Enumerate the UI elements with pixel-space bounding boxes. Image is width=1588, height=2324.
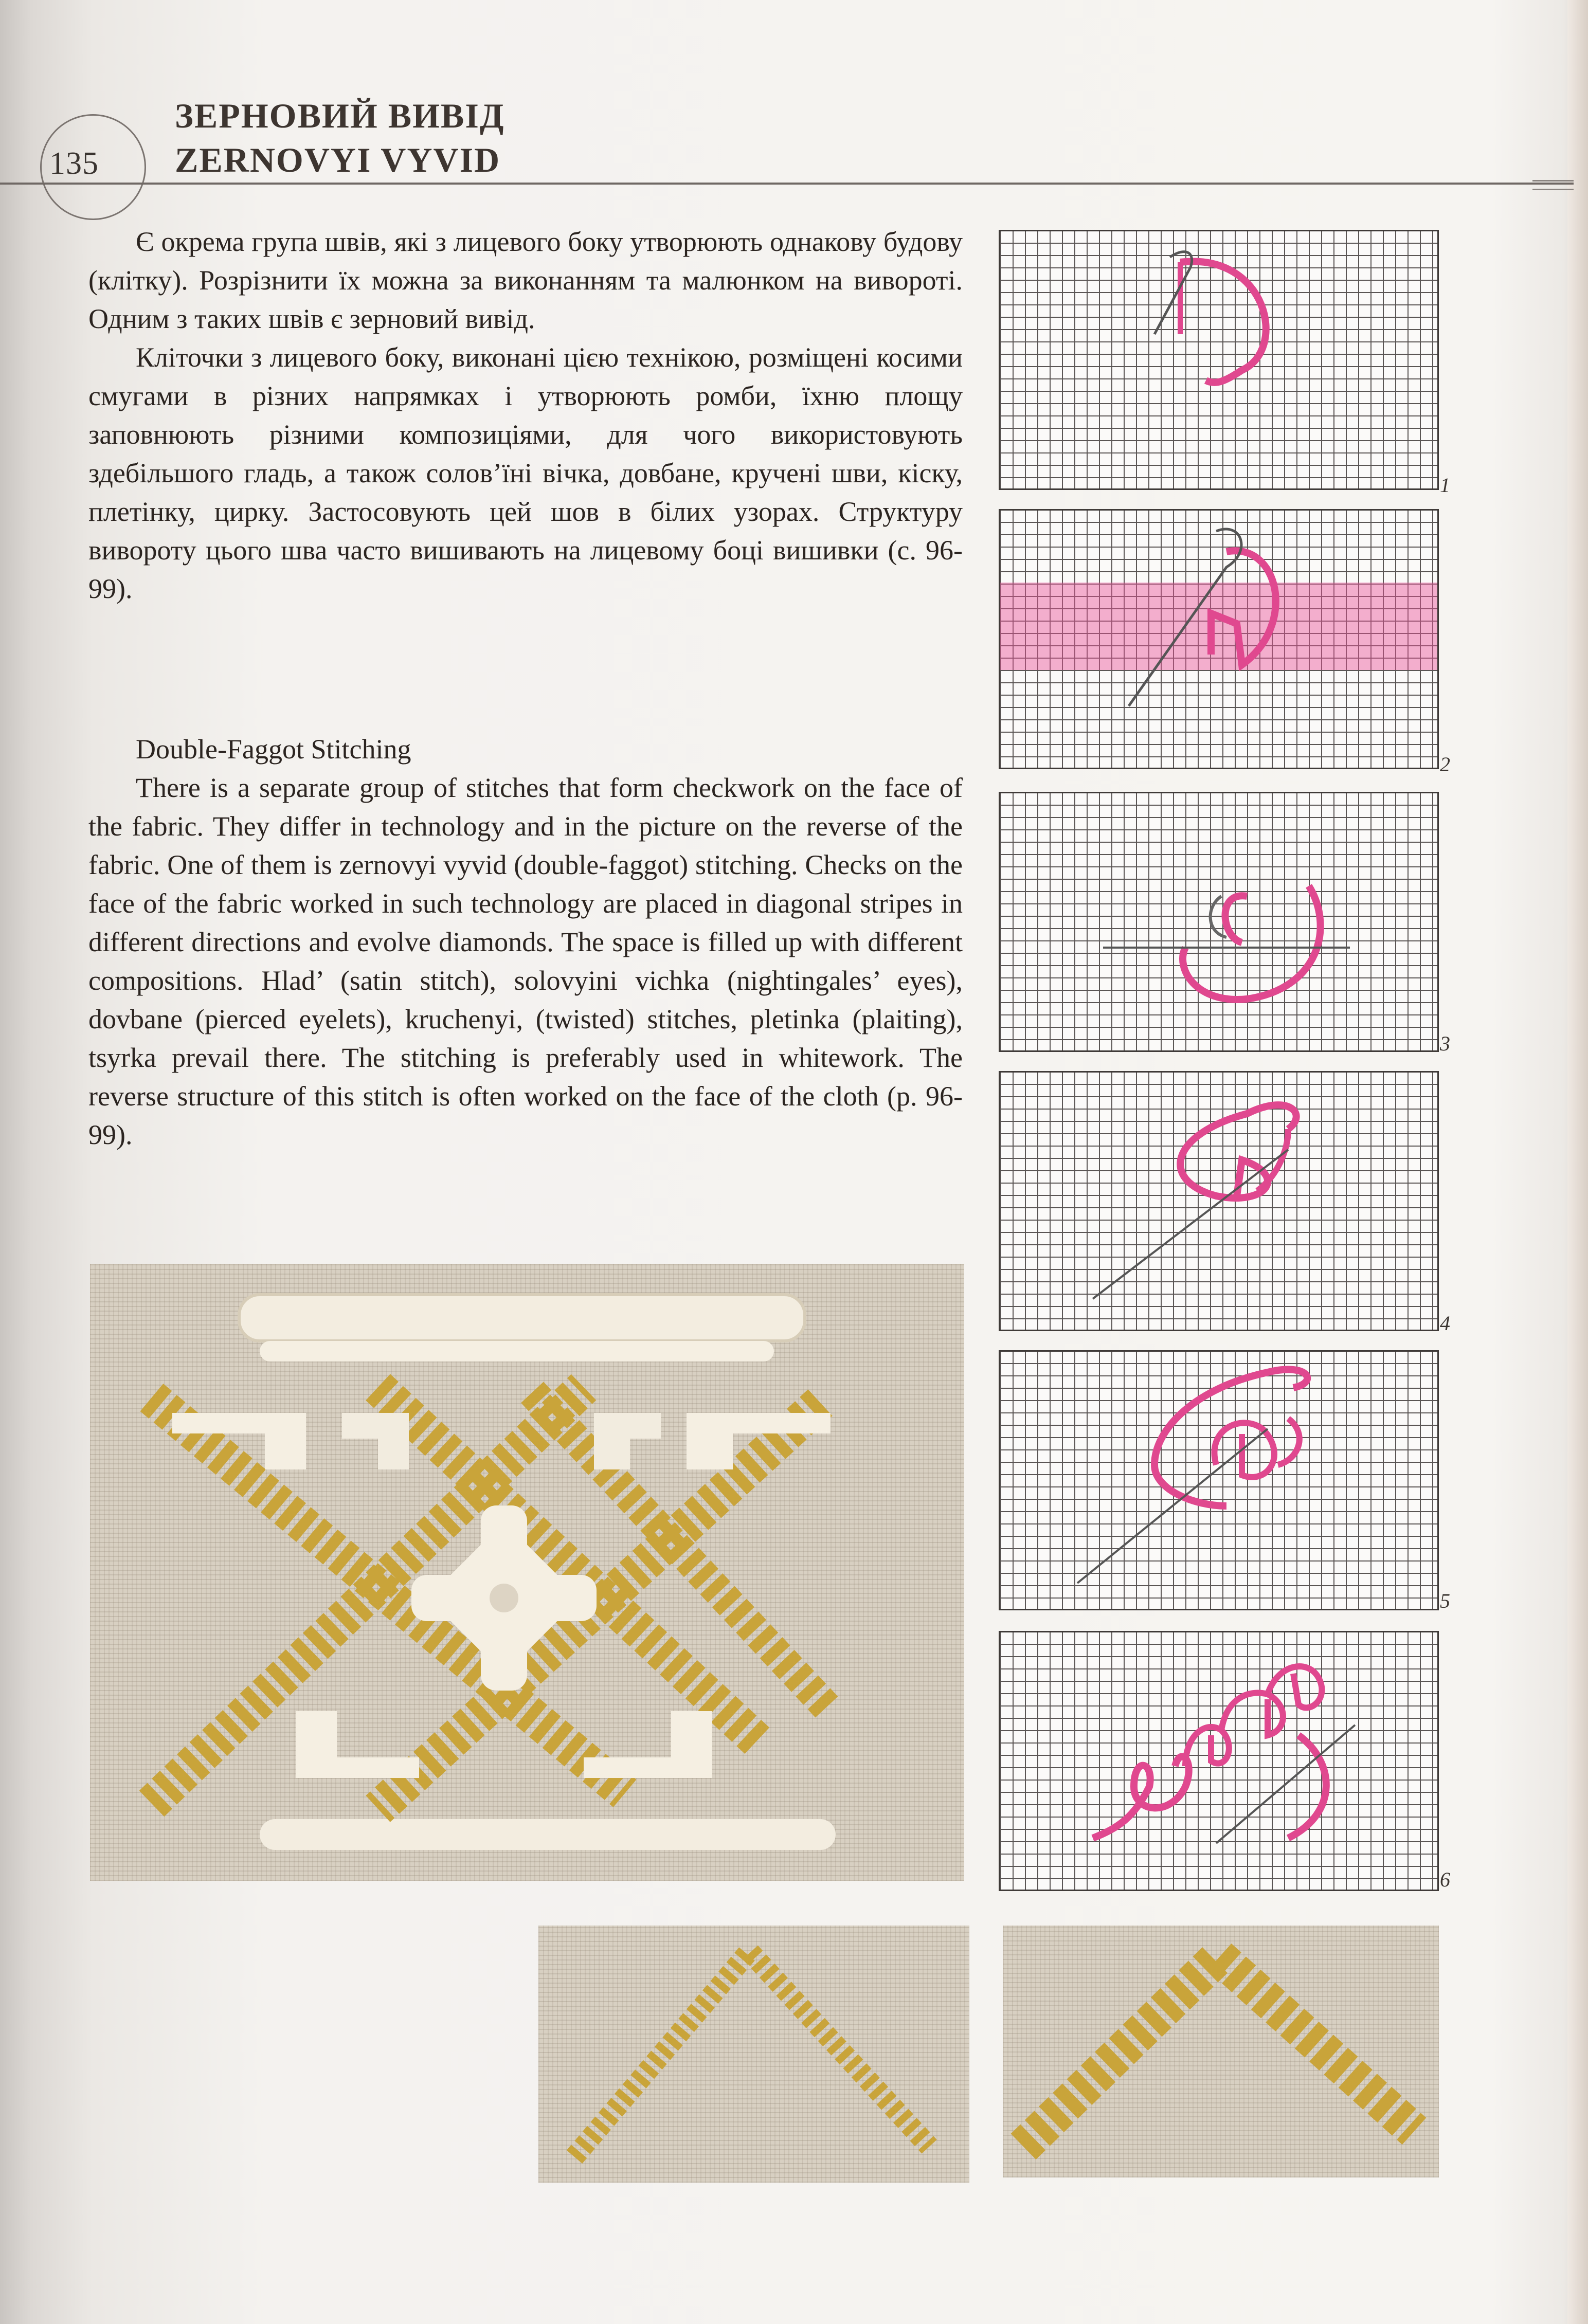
diagram-label-4: 4 bbox=[1440, 1312, 1450, 1335]
embroidery-photo-main bbox=[90, 1264, 964, 1881]
stitch-diagram-5 bbox=[999, 1350, 1439, 1610]
stitch-diagram-1 bbox=[999, 230, 1439, 490]
ukrainian-text bbox=[88, 223, 963, 608]
page-title-ukrainian: ЗЕРНОВИЙ ВИВІД bbox=[175, 96, 505, 135]
page-title-english: ZERNOVYI VYVID bbox=[175, 140, 501, 179]
diagram-label-1: 1 bbox=[1440, 474, 1450, 497]
ukrainian-paragraph-1: Є окрема група швів, які з лицевого боку утворюють однакову будову (клітку). Розрізнити їх можна за виконанням та малюнком на вивороті. Одним з таких швів є зерновий вивід. bbox=[88, 226, 963, 334]
gold-chevron-stitch-2 bbox=[1003, 1926, 1439, 2177]
page-edge bbox=[1567, 0, 1588, 2324]
stitch-diagram-3-drawing bbox=[1000, 793, 1437, 1050]
stitch-diagram-4 bbox=[999, 1071, 1439, 1331]
ukrainian-paragraph-2: Кліточки з лицевого боку, виконані цією технікою, розміщені косими смугами в різних напрямках і утворюють ромби, їхню площу заповнюють різними композиціями, для чого використовують здебільшого гладь, а також солов’їні вічка, довбане, кручені шви, кіску, плетінку, цирку. Застосовують цей шов в білих узорах. Структуру вивороту цього шва часто вишивають на лицевому боці вишивки (с. 96-99). bbox=[88, 342, 963, 604]
header-rule-ornament bbox=[1532, 180, 1574, 190]
stitch-diagram-1-drawing bbox=[1000, 231, 1437, 488]
stitch-diagram-2 bbox=[999, 509, 1439, 769]
page-number: 135 bbox=[49, 146, 99, 181]
embroidery-motif bbox=[90, 1264, 964, 1881]
header-rule bbox=[0, 183, 1574, 185]
diagram-label-5: 5 bbox=[1440, 1589, 1450, 1612]
stitch-diagram-4-drawing bbox=[1000, 1073, 1437, 1330]
stitch-diagram-6 bbox=[999, 1631, 1439, 1891]
stitch-diagram-5-drawing bbox=[1000, 1352, 1437, 1609]
diagram-label-2: 2 bbox=[1440, 753, 1450, 776]
stitch-diagram-6-drawing bbox=[1000, 1632, 1437, 1890]
english-heading: Double-Faggot Stitching bbox=[136, 734, 411, 765]
english-text bbox=[88, 730, 963, 1154]
diagram-label-6: 6 bbox=[1440, 1868, 1450, 1891]
gold-chevron-stitch-1 bbox=[538, 1926, 969, 2183]
english-paragraph: There is a separate group of stitches that form checkwork on the face of the fabric. They differ in technology and in the picture on the reverse of the fabric. One of them is zernovyi vyvid (double-faggot) stitching. Checks on the face of the fabric worked in such technology are placed in diagonal stripes in different directions and evolve diamonds. The space is filled up with different compositions. Hlad’ (satin stitch), solovyini vichka (nightingales’ eyes), dovbane (pierced eyelets), kruchenyi, (twisted) stitches, pletinka (plaiting), tsyrka prevail there. The stitching is preferably used in whitework. The reverse structure of this stitch is often worked on the face of the cloth (p. 96-99). bbox=[88, 772, 963, 1150]
stitch-diagram-3 bbox=[999, 792, 1439, 1052]
diagram-label-3: 3 bbox=[1440, 1032, 1450, 1055]
stitch-diagram-2-drawing bbox=[1000, 511, 1437, 768]
embroidery-photo-detail-1 bbox=[538, 1926, 969, 2183]
embroidery-photo-detail-2 bbox=[1003, 1926, 1439, 2177]
